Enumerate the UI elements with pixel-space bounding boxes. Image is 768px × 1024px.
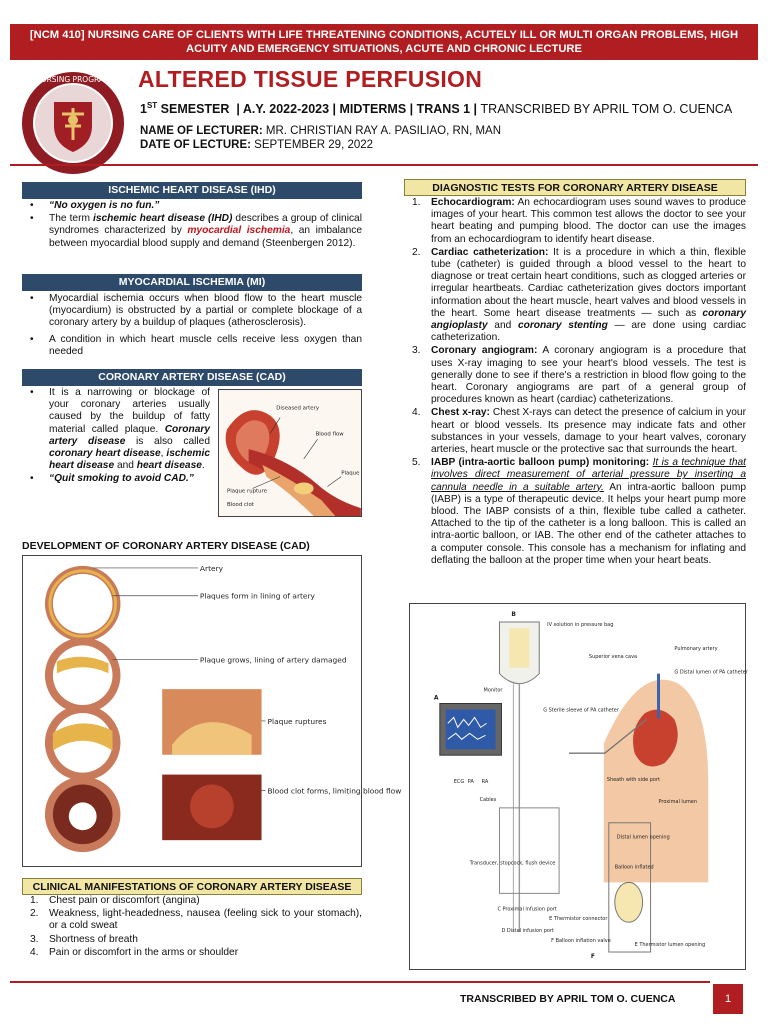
cad-development-figure	[22, 555, 402, 867]
transcriber-credit: TRANSCRIBED BY APRIL TOM O. CUENCA	[480, 102, 733, 117]
cad-heading: CORONARY ARTERY DISEASE (CAD)	[22, 369, 362, 386]
fig-label-ecg: ECG	[453, 779, 465, 786]
diagnostic-item-echo: 1. Echocardiogram: An echocardiogram uses sound waves to produce images of your heart. This common test allows the doctor to see your heart beating and pumping blood. The doctor can use the images from an echocardiogram to identify heart disease.	[412, 197, 746, 245]
fig-label-prox: Proximal lumen	[658, 798, 698, 805]
fig-label-iv: IV solution in pressure bag	[547, 621, 614, 628]
cad-quote: • “Quit smoking to avoid CAD.”	[30, 473, 194, 485]
lecture-info: NAME OF LECTURER: MR. CHRISTIAN RAY A. PASILIAO, RN, MAN DATE OF LECTURE: SEPTEMBER 29, 2022	[140, 125, 502, 151]
diagnostic-item-iabp: 5. IABP (intra-aortic balloon pump) monitoring: It is a technique that involves direct measurement of arterial pressure by inserting a cannula needle in a suitable artery. An intra-aortic balloon pump (IABP) is a type of therapeutic device. It helps your heart pump more blood. The IABP consists of a thin, flexible tube called a catheter. Attached to the tip of the catheter is a long balloon. This is called an intra-aortic balloon, or IAB. The other end of the catheter attaches to a computer console. This console has a mechanism for inflating and deflating the balloon at the proper time when your heart beats.	[412, 457, 746, 566]
ihd-definition: • The term ischemic heart disease (IHD) describes a group of clinical syndromes characterized by myocardial ischemia, an imbalance between myocardial blood supply and demand (Steenbergen 2012).	[30, 213, 363, 249]
footer-transcriber: TRANSCRIBED BY APRIL TOM O. CUENCA	[460, 993, 676, 1005]
fig-label-cables: Cables	[479, 796, 497, 803]
ihd-quote: • “No oxygen is no fun.”	[30, 200, 160, 211]
fig-label-balloon: Balloon inflated	[614, 864, 654, 871]
nursing-program-logo	[20, 70, 126, 176]
diagnostic-list	[404, 197, 746, 568]
fig-label-transducer: Transducer, stopcock, flush device	[469, 860, 556, 867]
clinical-item: 4. Pain or discomfort in the arms or shoulder	[30, 946, 239, 958]
fig-label-diseased: Diseased artery	[276, 405, 320, 412]
fig-label-ddistal: D Distal infusion port	[501, 928, 554, 935]
cad-artery-figure	[218, 389, 362, 517]
fig-label-cprox: C Proximal infusion port	[497, 906, 557, 913]
footer-divider	[10, 981, 710, 983]
clinical-item: 1. Chest pain or discomfort (angina)	[30, 895, 200, 906]
svg-text:NURSING PROGRAM: NURSING PROGRAM	[35, 75, 111, 84]
clinical-item: 2. Weakness, light-headedness, nausea (feeling sick to your stomach), or a cold sweat	[30, 908, 362, 932]
clinical-item: 3. Shortness of breath	[30, 933, 138, 945]
cad-definition: • It is a narrowing or blockage of your coronary arteries usually caused by the buildup of fatty material called plaque. Coronary artery disease is also called coronary heart disease, ischemic heart disease and heart disease.	[30, 387, 210, 472]
mi-item: • Myocardial ischemia occurs when blood flow to the heart muscle (myocardium) is obstructed by a partial or complete blockage of a coronary artery by a buildup of plaques (atherosclerosis).	[30, 293, 362, 329]
diagnostic-item-xray: 4. Chest x-ray: Chest X-rays can detect the presence of calcium in your heart or blood vessels. Its presence may indicate fats and other substances in your vessels, damage to your heart valves, coronary arteries, heart muscle or the protective sac that surrounds the heart.	[412, 407, 746, 456]
fig-label-rupture: Plaque rupture	[227, 488, 268, 495]
fig-label-monitor: Monitor	[483, 687, 503, 694]
iabp-setup-figure	[409, 603, 746, 970]
ihd-content	[22, 200, 362, 251]
page-number: 1	[713, 984, 743, 1014]
fig-label-sheath: Sheath with side port	[606, 777, 660, 784]
fig-label-therm: E Thermistor connector	[549, 916, 608, 923]
fig-label-sleeve: G Sterile sleeve of PA catheter	[543, 707, 619, 714]
fig-label-etherm: E Thermistor lumen opening	[634, 942, 706, 949]
fig-label-dlo: Distal lumen opening	[616, 834, 670, 841]
fig-label-a: A	[433, 694, 439, 702]
fig-label-f: F	[590, 952, 595, 960]
diagnostic-item-angio: 3. Coronary angiogram: A coronary angiogram is a procedure that uses X-ray imaging to see your heart's blood vessels. The test is generally done to see if there's a restriction in blood flow going to the heart. Coronary angiograms are part of a general group of procedures known as heart (cardiac) catheterizations.	[412, 345, 746, 406]
diagnostic-item-cath: 2. Cardiac catheterization: It is a procedure in which a thin, flexible tube (catheter) is guided through a blood vessel to the heart to diagnose or treat certain heart conditions, such as clogged arteries or irregular heartbeats. Cardiac catheterization gives doctors important information about the heart muscle, heart valves and blood vessels in the heart. Some heart disease treatments — such as coronary angioplasty and coronary stenting — are done using cardiac catheterization.	[412, 246, 747, 344]
dev-label-artery: Artery	[199, 563, 224, 573]
header-divider	[10, 164, 758, 166]
dev-label-grows: Plaque grows, lining of artery damaged	[199, 655, 347, 665]
dev-label-forms: Plaques form in lining of artery	[199, 591, 315, 601]
clinical-heading: CLINICAL MANIFESTATIONS OF CORONARY ARTERY DISEASE	[22, 878, 362, 895]
fig-label-dlumen: G Distal lumen of PA catheter	[674, 669, 748, 676]
ihd-heading: ISCHEMIC HEART DISEASE (IHD)	[22, 182, 362, 199]
cad-content	[22, 387, 210, 487]
fig-label-pa: Pulmonary artery	[674, 645, 718, 652]
clinical-list	[22, 895, 362, 960]
mi-heading: MYOCARDIAL ISCHEMIA (MI)	[22, 274, 362, 291]
diagnostic-heading: DIAGNOSTIC TESTS FOR CORONARY ARTERY DISEASE	[404, 179, 746, 196]
mi-content	[22, 293, 362, 359]
course-banner: [NCM 410] NURSING CARE OF CLIENTS WITH LIFE THREATENING CONDITIONS, ACUTELY ILL OR MULTI ORGAN PROBLEMS, HIGH ACUITY AND EMERGENCY SITUATIONS, ACUTE AND CHRONIC LECTURE	[10, 24, 758, 60]
mi-item: • A condition in which heart muscle cells receive less oxygen than needed	[30, 333, 362, 357]
fig-label-flow: Blood flow	[315, 431, 344, 438]
fig-label-pa2: PA	[467, 779, 474, 786]
fig-label-plaque: Plaque	[341, 470, 360, 477]
fig-label-b: B	[511, 611, 516, 619]
fig-label-clot: Blood clot	[227, 502, 254, 509]
dev-label-ruptures: Plaque ruptures	[267, 716, 327, 726]
fig-label-fballoon: F Balloon inflation valve	[551, 938, 611, 945]
semester-line: 1ST SEMESTER | A.Y. 2022-2023 | MIDTERMS | TRANS 1 | TRANSCRIBED BY APRIL TOM O. CUENCA	[140, 101, 733, 117]
fig-label-ra: RA	[481, 779, 489, 786]
document-title: ALTERED TISSUE PERFUSION	[138, 66, 483, 92]
fig-label-svc: Superior vena cava	[588, 653, 638, 660]
dev-label-clot: Blood clot forms, limiting blood flow	[267, 786, 402, 796]
development-heading: DEVELOPMENT OF CORONARY ARTERY DISEASE (CAD)	[22, 540, 310, 552]
